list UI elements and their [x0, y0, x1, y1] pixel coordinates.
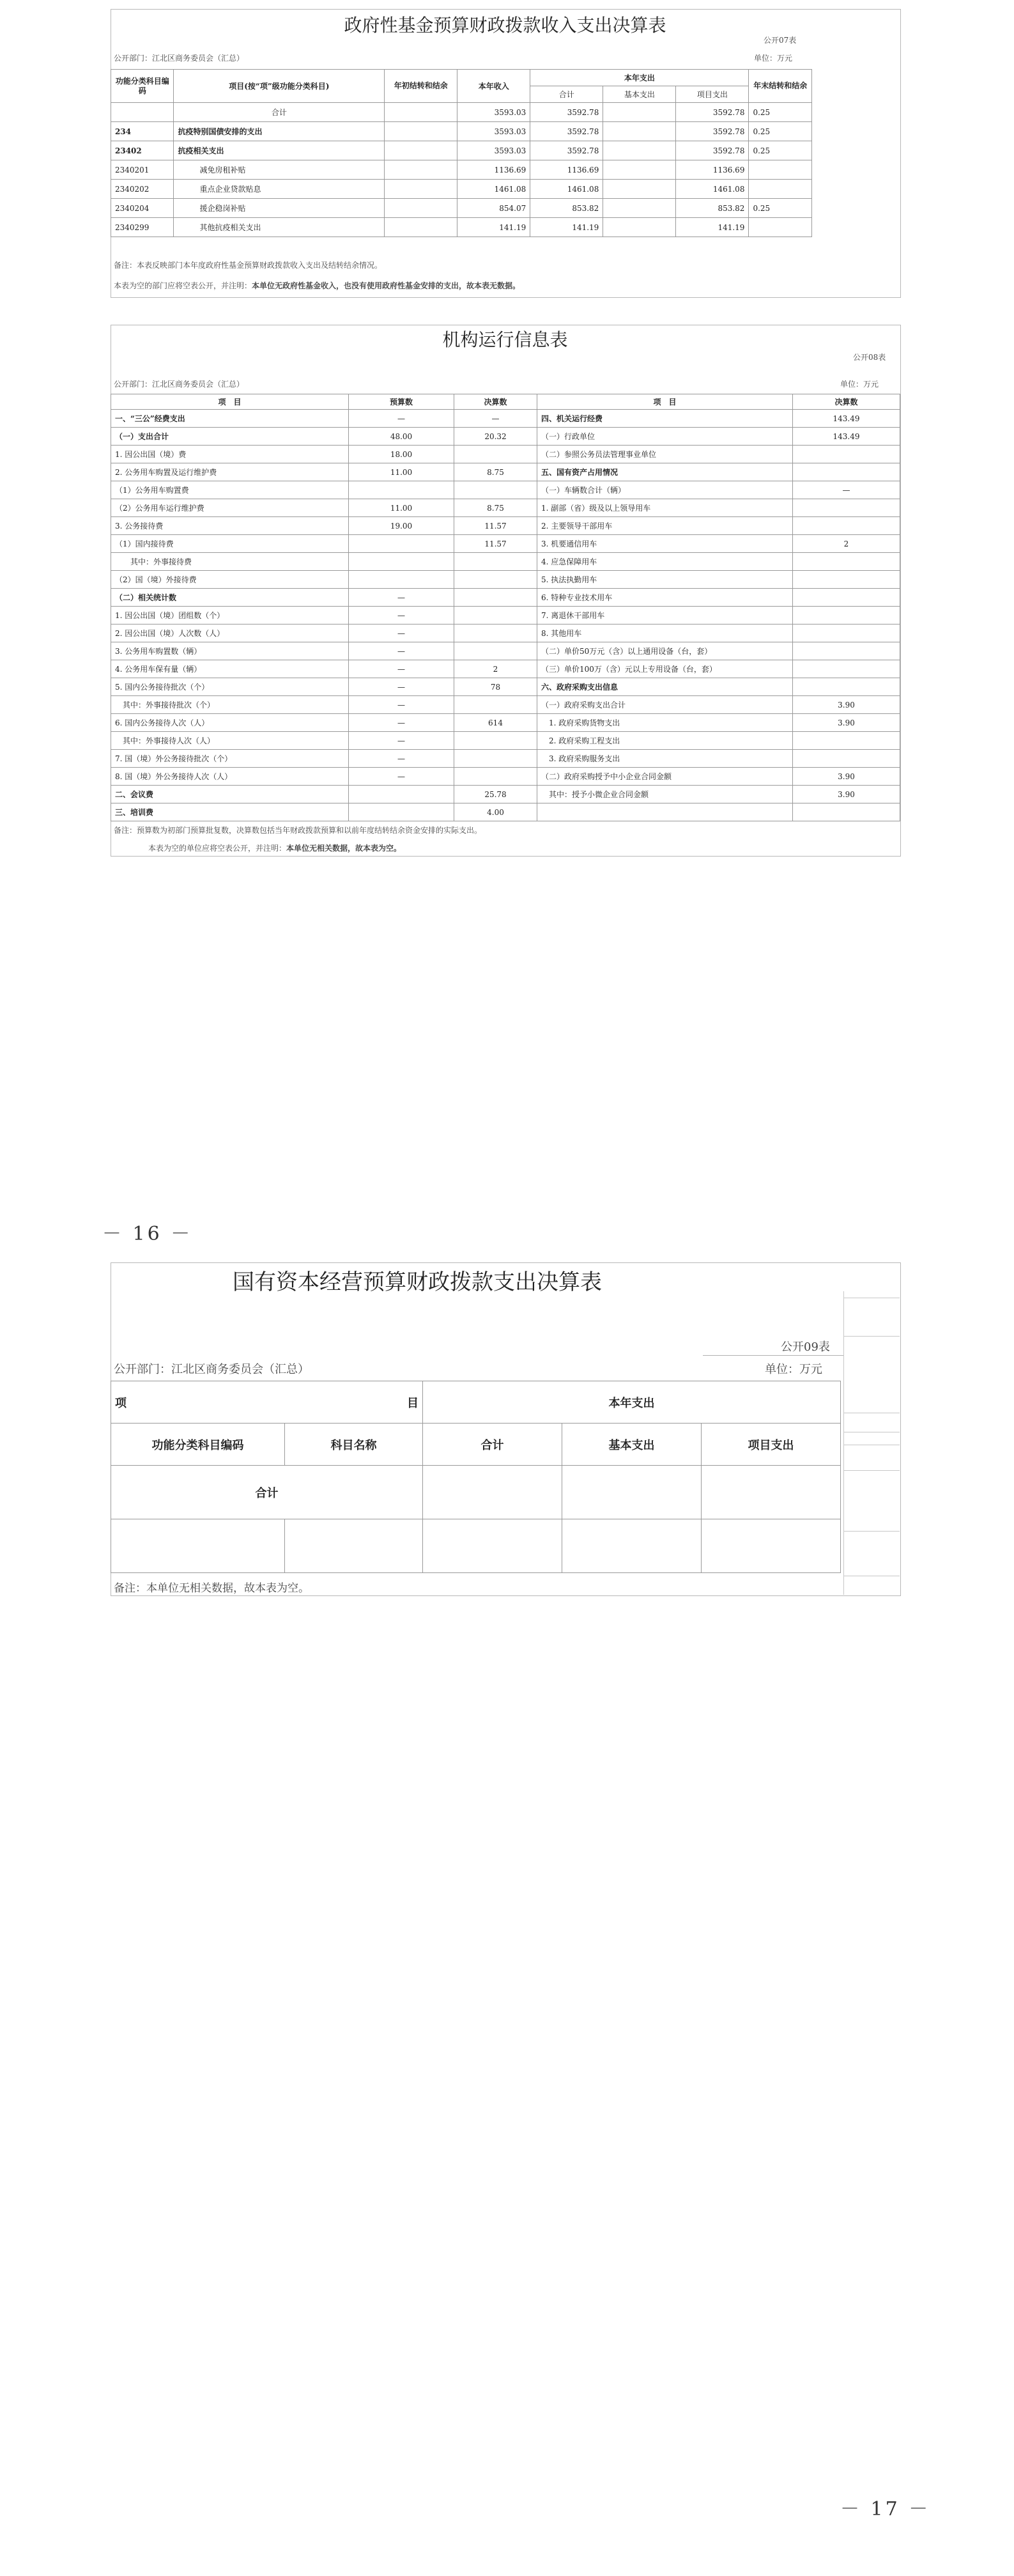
row-item: 7. 国（境）外公务接待批次（个）: [111, 750, 349, 768]
row-budget: [349, 571, 454, 589]
row-actual2: 3.90: [793, 768, 900, 786]
table08: [111, 394, 900, 821]
table-row: [111, 517, 900, 535]
row-item2: 2. 主要领导干部用车: [537, 517, 793, 535]
table09-cell: [285, 1519, 423, 1573]
row-code: 234: [111, 122, 174, 141]
row-budget: —: [349, 750, 454, 768]
row-actual: [454, 571, 537, 589]
row-basic: [603, 180, 676, 199]
table07-header-basic: 基本支出: [603, 86, 676, 103]
row-basic: [603, 218, 676, 237]
row-item: 二、会议费: [111, 786, 349, 803]
row-actual2: [793, 625, 900, 642]
row-actual2: 143.49: [793, 428, 900, 446]
row-item2: 六、政府采购支出信息: [537, 678, 793, 696]
row-item2: 五、国有资产占用情况: [537, 463, 793, 481]
row-actual: 25.78: [454, 786, 537, 803]
row-item: 4. 公务用车保有量（辆）: [111, 660, 349, 678]
table-row: [111, 410, 900, 428]
row-item: 1. 因公出国（境）费: [111, 446, 349, 463]
row-code: [111, 103, 174, 122]
row-item2: 7. 离退休干部用车: [537, 607, 793, 625]
row-actual2: 3.90: [793, 696, 900, 714]
row-item: 其中：外事接待批次（个）: [111, 696, 349, 714]
row-budget: [349, 803, 454, 821]
row-budget: 19.00: [349, 517, 454, 535]
row-project: 1461.08: [676, 180, 749, 199]
row-item2: （一）政府采购支出合计: [537, 696, 793, 714]
table-row: [111, 803, 900, 821]
table-row: [111, 589, 900, 607]
table-row: [111, 571, 900, 589]
table07-note2-b: 本单位无政府性基金收入，也没有使用政府性基金安排的支出，故本表无数据。: [252, 281, 521, 290]
row-actual: [454, 589, 537, 607]
row-actual2: [793, 571, 900, 589]
row-code: 2340299: [111, 218, 174, 237]
table07-header-end: 年末结转和结余: [749, 70, 812, 103]
row-budget: —: [349, 642, 454, 660]
row-total: 1461.08: [530, 180, 603, 199]
row-item: （2）国（境）外接待费: [111, 571, 349, 589]
row-item2: （三）单价100万（含）元以上专用设备（台，套）: [537, 660, 793, 678]
table-row: [111, 625, 900, 642]
row-actual: [454, 768, 537, 786]
row-budget: [349, 553, 454, 571]
table09-header-basic: 基本支出: [562, 1424, 702, 1466]
row-item2: 8. 其他用车: [537, 625, 793, 642]
table07-header-name: 项目(按“项”级功能分类科目): [174, 70, 385, 103]
table09: [111, 1381, 840, 1573]
row-item: 6. 国内公务接待人次（人）: [111, 714, 349, 732]
row-actual2: [793, 463, 900, 481]
row-actual: [454, 481, 537, 499]
row-code: 23402: [111, 141, 174, 160]
row-item2: 2. 政府采购工程支出: [537, 732, 793, 750]
table09-row-total: 合计: [111, 1466, 423, 1519]
row-item2: （二）参照公务员法管理事业单位: [537, 446, 793, 463]
row-item: 其中：外事接待人次（人）: [111, 732, 349, 750]
row-end: 0.25: [749, 122, 812, 141]
row-item: 3. 公务接待费: [111, 517, 349, 535]
row-item: （2）公务用车运行维护费: [111, 499, 349, 517]
row-actual2: [793, 589, 900, 607]
row-project: 141.19: [676, 218, 749, 237]
row-name: 援企稳岗补贴: [174, 199, 385, 218]
row-project: 3592.78: [676, 141, 749, 160]
table08-header-actual: 决算数: [454, 394, 537, 410]
row-project: 853.82: [676, 199, 749, 218]
table09-unit: 单位：万元: [765, 1363, 822, 1376]
row-actual: [454, 732, 537, 750]
row-begin: [385, 160, 457, 180]
row-actual: [454, 696, 537, 714]
row-actual: [454, 607, 537, 625]
row-project: 3592.78: [676, 122, 749, 141]
row-actual2: [793, 803, 900, 821]
row-actual2: [793, 642, 900, 660]
row-actual2: 3.90: [793, 786, 900, 803]
table09-header-total: 合计: [423, 1424, 562, 1466]
table09-note: 备注：本单位无相关数据，故本表为空。: [114, 1582, 309, 1595]
row-item2: （二）政府采购授予中小企业合同金额: [537, 768, 793, 786]
row-actual2: [793, 750, 900, 768]
table08-note2: [148, 842, 401, 853]
table-row: [111, 481, 900, 499]
row-item: 2. 公务用车购置及运行维护费: [111, 463, 349, 481]
table09-cell: [702, 1519, 841, 1573]
row-end: [749, 180, 812, 199]
row-item2: 1. 政府采购货物支出: [537, 714, 793, 732]
row-basic: [603, 103, 676, 122]
table07-header-total: 合计: [530, 86, 603, 103]
row-actual: 11.57: [454, 517, 537, 535]
row-budget: —: [349, 714, 454, 732]
table-row: [111, 428, 900, 446]
table-row: [111, 1466, 841, 1519]
row-item2: 6. 特种专业技术用车: [537, 589, 793, 607]
grid-line: [703, 1355, 843, 1356]
row-actual: [454, 642, 537, 660]
row-begin: [385, 199, 457, 218]
row-budget: —: [349, 768, 454, 786]
table-row: [111, 732, 900, 750]
row-income: 854.07: [457, 199, 530, 218]
row-actual2: [793, 446, 900, 463]
row-budget: —: [349, 410, 454, 428]
table08-note2-b: 本单位无相关数据，故本表为空。: [286, 844, 402, 853]
table-row: [111, 786, 900, 803]
table08-note1: 备注：预算数为初部门预算批复数，决算数包括当年财政拨款预算和以前年度结转结余资金安排的实际支出。: [114, 826, 482, 835]
table09-dept: 公开部门：江北区商务委员会（汇总）: [114, 1363, 309, 1376]
row-item: 5. 国内公务接待批次（个）: [111, 678, 349, 696]
row-item2: 3. 政府采购服务支出: [537, 750, 793, 768]
table-row: [111, 607, 900, 625]
row-total: 3592.78: [530, 103, 603, 122]
grid-line: [843, 1470, 900, 1471]
table-row: [111, 218, 812, 237]
table09-header-name: 科目名称: [285, 1424, 423, 1466]
row-budget: —: [349, 696, 454, 714]
row-actual: 11.57: [454, 535, 537, 553]
row-budget: 48.00: [349, 428, 454, 446]
row-code: 2340204: [111, 199, 174, 218]
table09-code: 公开09表: [781, 1340, 830, 1354]
row-item2: 5. 执法执勤用车: [537, 571, 793, 589]
table09-header-item: [111, 1381, 423, 1424]
row-item2: [537, 803, 793, 821]
row-name: 抗疫相关支出: [174, 141, 385, 160]
row-end: 0.25: [749, 103, 812, 122]
table07-header-begin: 年初结转和结余: [385, 70, 457, 103]
grid-line: [843, 1336, 900, 1337]
row-actual: 8.75: [454, 499, 537, 517]
row-basic: [603, 122, 676, 141]
table-row: [111, 141, 812, 160]
table-row: [111, 660, 900, 678]
row-item: 2. 因公出国（境）人次数（人）: [111, 625, 349, 642]
row-item2: 3. 机要通信用车: [537, 535, 793, 553]
row-begin: [385, 141, 457, 160]
table07-note1: 备注：本表反映部门本年度政府性基金预算财政拨款收入支出及结转结余情况。: [114, 261, 383, 270]
row-code: 2340202: [111, 180, 174, 199]
row-income: 3593.03: [457, 103, 530, 122]
row-name: 减免房租补贴: [174, 160, 385, 180]
row-actual2: [793, 607, 900, 625]
row-item2: 4. 应急保障用车: [537, 553, 793, 571]
table08-header-item2: 项 目: [537, 394, 793, 410]
table07: [111, 69, 812, 237]
row-actual: [454, 553, 537, 571]
table-row: [111, 122, 812, 141]
row-income: 1136.69: [457, 160, 530, 180]
row-actual: 78: [454, 678, 537, 696]
row-actual: 8.75: [454, 463, 537, 481]
table07-note2: [114, 280, 520, 291]
row-item: 3. 公务用车购置数（辆）: [111, 642, 349, 660]
row-actual2: 2: [793, 535, 900, 553]
table-row: [111, 160, 812, 180]
table08-dept: 公开部门：江北区商务委员会（汇总）: [114, 380, 245, 389]
row-actual2: [793, 553, 900, 571]
row-end: 0.25: [749, 141, 812, 160]
row-budget: [349, 481, 454, 499]
table09-cell: [562, 1519, 702, 1573]
table09-header-item-right: 目: [407, 1396, 419, 1410]
row-begin: [385, 180, 457, 199]
row-actual2: [793, 499, 900, 517]
row-item2: （二）单价50万元（含）以上通用设备（台，套）: [537, 642, 793, 660]
table09-cell: [423, 1519, 562, 1573]
row-end: 0.25: [749, 199, 812, 218]
row-actual: —: [454, 410, 537, 428]
table07-header-expense: 本年支出: [530, 70, 749, 86]
row-total: 1136.69: [530, 160, 603, 180]
table09-cell: [423, 1466, 562, 1519]
page-number-16: － 16 －: [102, 1223, 193, 1245]
row-item: （1）公务用车购置费: [111, 481, 349, 499]
row-actual2: 3.90: [793, 714, 900, 732]
row-item: （一）支出合计: [111, 428, 349, 446]
table-row: [111, 1519, 841, 1573]
table08-title: 机构运行信息表: [442, 329, 568, 350]
row-budget: 11.00: [349, 499, 454, 517]
table08-header-item: 项 目: [111, 394, 349, 410]
table-row: [111, 553, 900, 571]
row-budget: —: [349, 732, 454, 750]
row-item2: （一）行政单位: [537, 428, 793, 446]
table08-header-budget: 预算数: [349, 394, 454, 410]
row-actual: 614: [454, 714, 537, 732]
table-row: [111, 714, 900, 732]
row-code: 2340201: [111, 160, 174, 180]
row-item2: （一）车辆数合计（辆）: [537, 481, 793, 499]
table-row: [111, 642, 900, 660]
row-begin: [385, 122, 457, 141]
table-row: [111, 199, 812, 218]
table08-code: 公开08表: [853, 353, 886, 362]
row-budget: —: [349, 589, 454, 607]
row-actual: 4.00: [454, 803, 537, 821]
table-row: [111, 446, 900, 463]
row-actual: 20.32: [454, 428, 537, 446]
table-row: [111, 750, 900, 768]
table07-code: 公开07表: [764, 36, 797, 45]
table-row: [111, 768, 900, 786]
table09-title: 国有资本经营预算财政拨款支出决算表: [233, 1269, 602, 1295]
row-budget: —: [349, 678, 454, 696]
table07-unit: 单位：万元: [754, 54, 793, 63]
row-begin: [385, 103, 457, 122]
row-total: 853.82: [530, 199, 603, 218]
row-name: 重点企业贷款贴息: [174, 180, 385, 199]
row-budget: 11.00: [349, 463, 454, 481]
row-actual: [454, 446, 537, 463]
row-actual: [454, 625, 537, 642]
row-budget: 18.00: [349, 446, 454, 463]
row-income: 1461.08: [457, 180, 530, 199]
row-actual2: [793, 678, 900, 696]
row-budget: —: [349, 607, 454, 625]
row-basic: [603, 141, 676, 160]
table07-header-project: 项目支出: [676, 86, 749, 103]
table-row: [111, 463, 900, 481]
row-item: （二）相关统计数: [111, 589, 349, 607]
row-actual2: 143.49: [793, 410, 900, 428]
row-income: 3593.03: [457, 141, 530, 160]
table07-header-income: 本年收入: [457, 70, 530, 103]
row-project: 3592.78: [676, 103, 749, 122]
row-name: 抗疫特别国债安排的支出: [174, 122, 385, 141]
table08-note2-a: 本表为空的单位应将空表公开，并注明：: [148, 844, 287, 853]
table08-unit: 单位：万元: [840, 380, 879, 389]
row-end: [749, 218, 812, 237]
row-basic: [603, 160, 676, 180]
row-budget: —: [349, 625, 454, 642]
table-row: [111, 535, 900, 553]
row-budget: [349, 535, 454, 553]
table09-header-item-left: 项: [115, 1396, 127, 1410]
row-income: 141.19: [457, 218, 530, 237]
table09-cell: [111, 1519, 285, 1573]
row-name: 合计: [174, 103, 385, 122]
table09-cell: [562, 1466, 702, 1519]
table09-header-code: 功能分类科目编码: [111, 1424, 285, 1466]
row-item2: 1. 副部（省）级及以上领导用车: [537, 499, 793, 517]
table08-header-actual2: 决算数: [793, 394, 900, 410]
page-number-17: － 17 －: [840, 2498, 931, 2520]
table-row: [111, 678, 900, 696]
row-actual: [454, 750, 537, 768]
row-item2: 其中：授予小微企业合同金额: [537, 786, 793, 803]
table-row: [111, 103, 812, 122]
table-row: [111, 696, 900, 714]
row-item: 一、“三公”经费支出: [111, 410, 349, 428]
row-item: 其中：外事接待费: [111, 553, 349, 571]
table09-header-expense: 本年支出: [423, 1381, 841, 1424]
row-total: 3592.78: [530, 122, 603, 141]
row-total: 141.19: [530, 218, 603, 237]
row-budget: —: [349, 660, 454, 678]
grid-line: [843, 1531, 900, 1532]
row-item: 8. 国（境）外公务接待人次（人）: [111, 768, 349, 786]
row-project: 1136.69: [676, 160, 749, 180]
row-item2: 四、机关运行经费: [537, 410, 793, 428]
table07-title: 政府性基金预算财政拨款收入支出决算表: [344, 15, 666, 36]
row-end: [749, 160, 812, 180]
row-item: 三、培训费: [111, 803, 349, 821]
table09-header-project: 项目支出: [702, 1424, 841, 1466]
table-row: [111, 180, 812, 199]
row-item: （1）国内接待费: [111, 535, 349, 553]
row-actual2: [793, 732, 900, 750]
row-actual2: [793, 660, 900, 678]
row-budget: [349, 786, 454, 803]
row-actual: 2: [454, 660, 537, 678]
row-basic: [603, 199, 676, 218]
table07-note2-a: 本表为空的部门应将空表公开，并注明：: [114, 281, 252, 290]
row-actual2: [793, 517, 900, 535]
row-total: 3592.78: [530, 141, 603, 160]
table-row: [111, 499, 900, 517]
table07-header-code: 功能分类科目编码: [111, 70, 174, 103]
row-actual2: —: [793, 481, 900, 499]
row-item: 1. 因公出国（境）团组数（个）: [111, 607, 349, 625]
table09-cell: [702, 1466, 841, 1519]
row-name: 其他抗疫相关支出: [174, 218, 385, 237]
row-income: 3593.03: [457, 122, 530, 141]
grid-line: [843, 1291, 844, 1595]
table07-dept: 公开部门：江北区商务委员会（汇总）: [114, 54, 245, 63]
row-begin: [385, 218, 457, 237]
